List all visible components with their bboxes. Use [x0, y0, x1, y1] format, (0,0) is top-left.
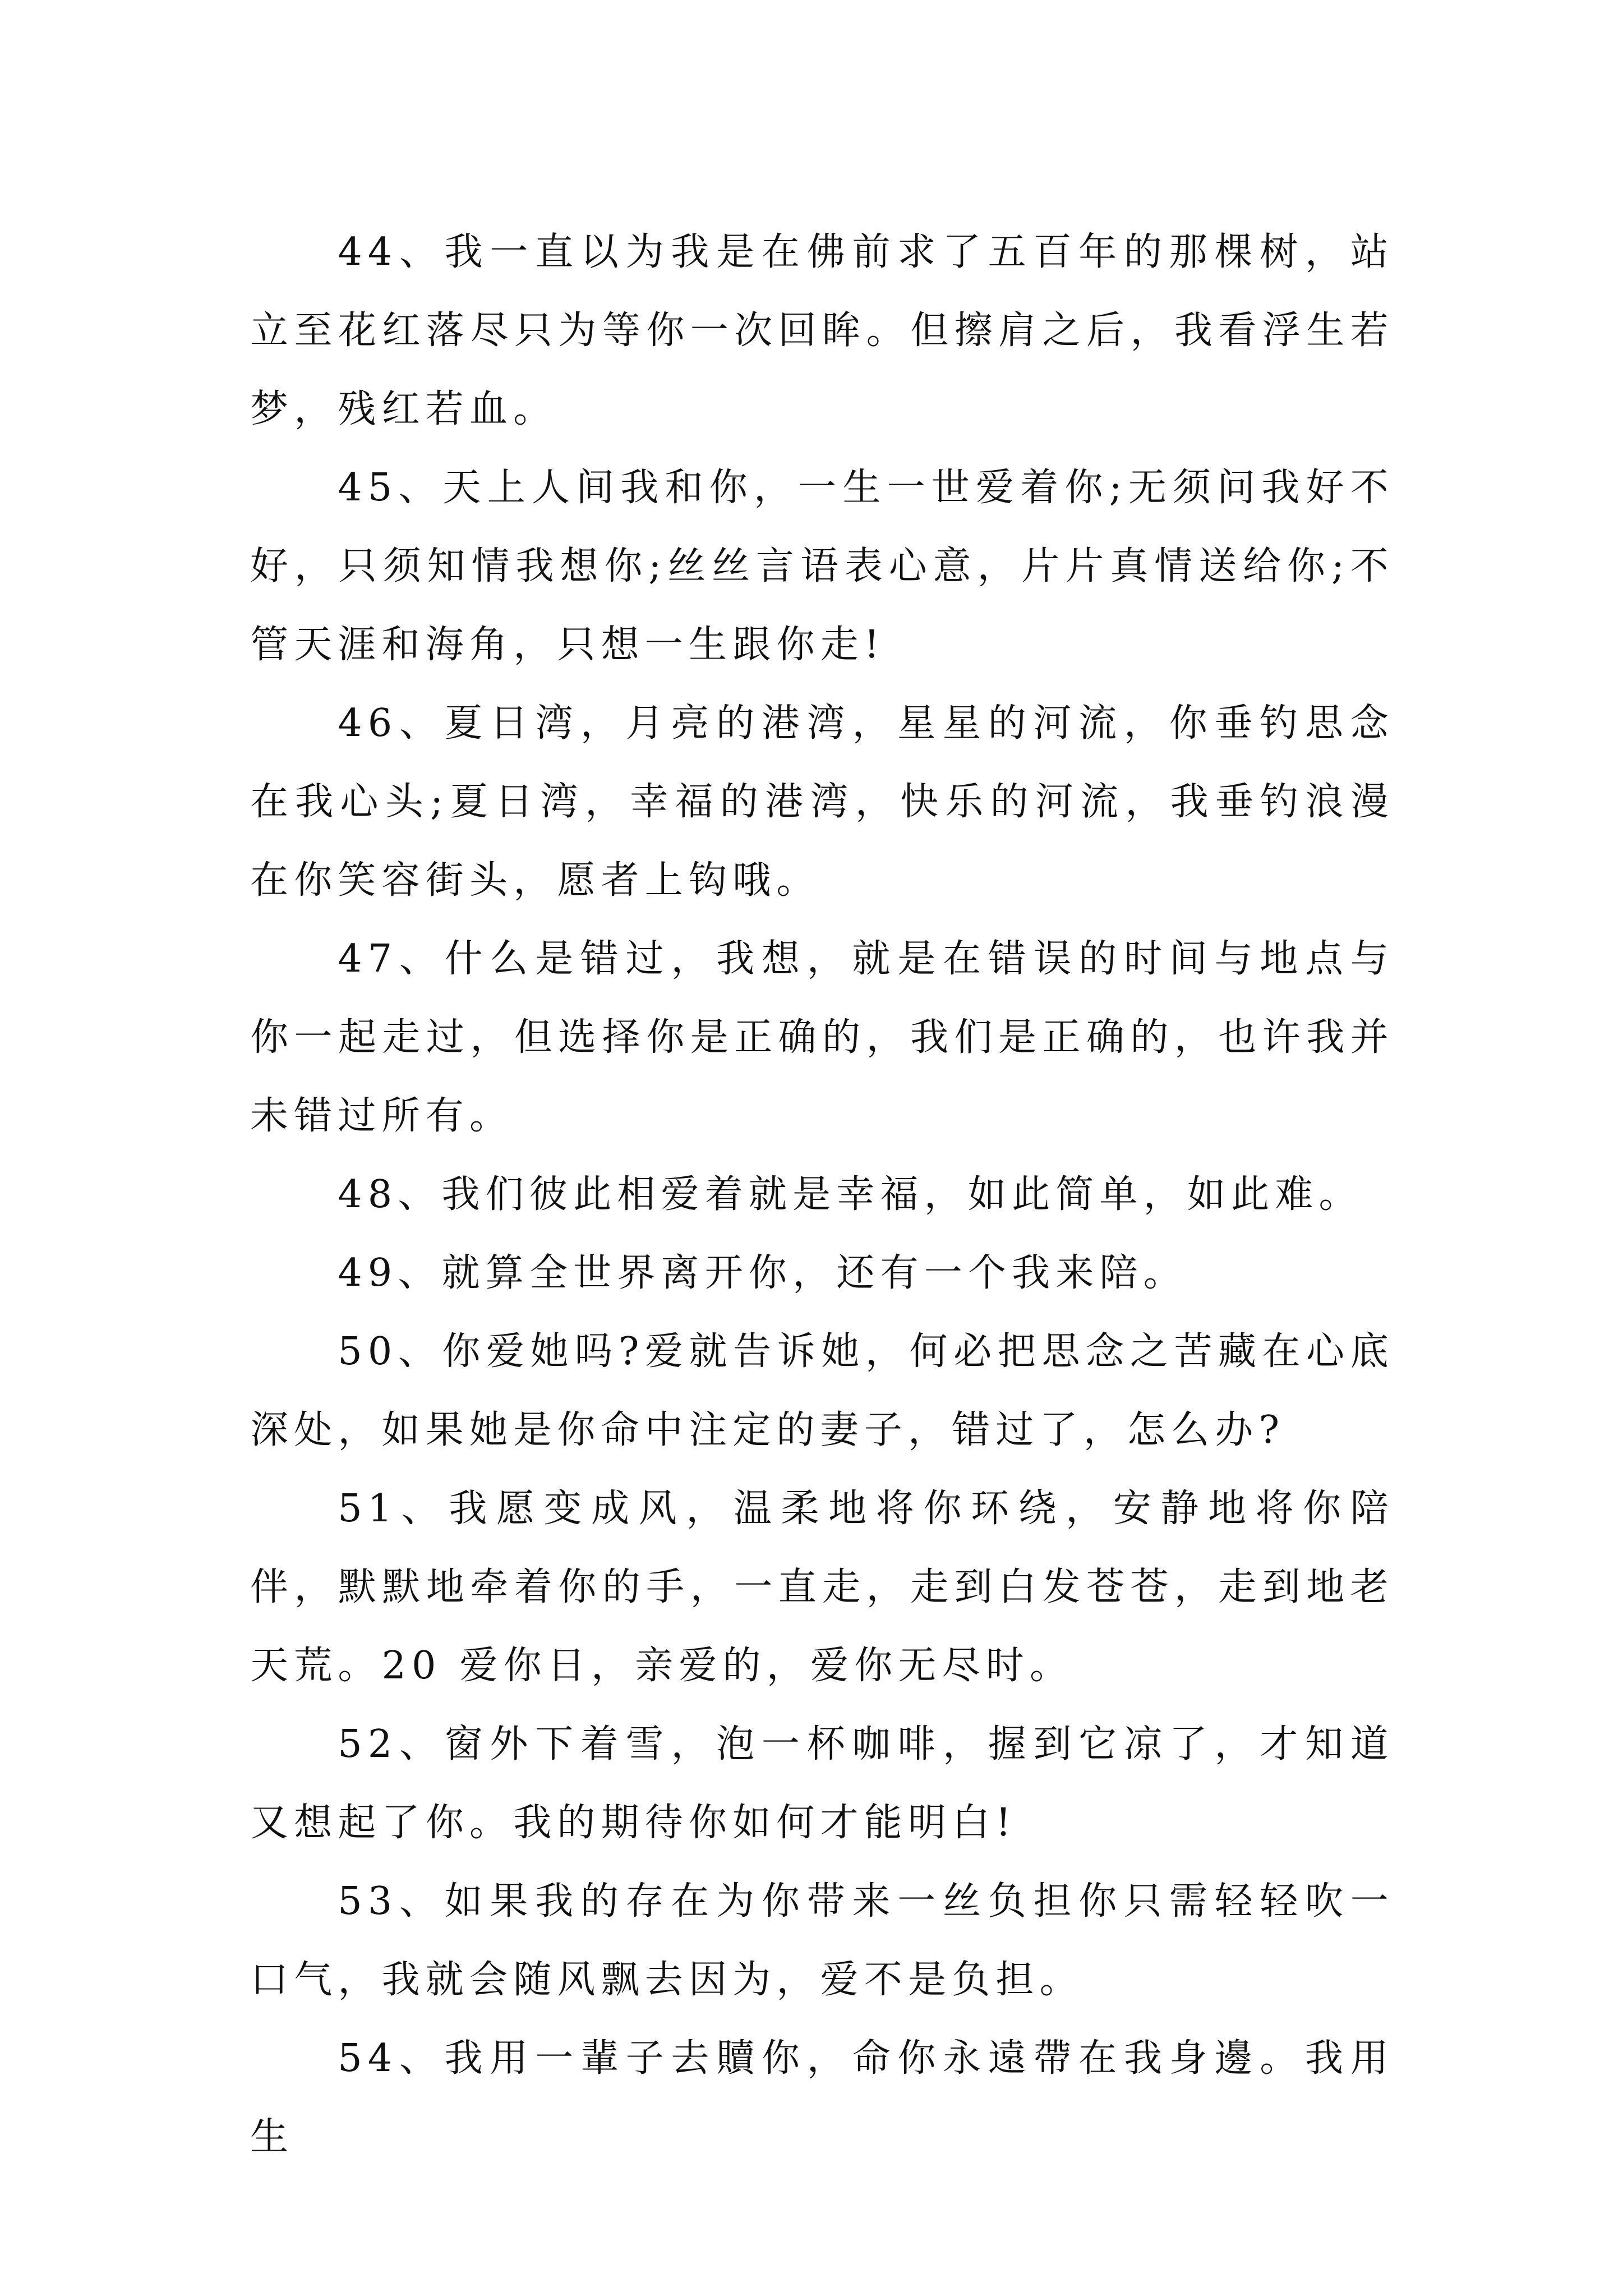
paragraph-46: 46、夏日湾，月亮的港湾，星星的河流，你垂钓思念在我心头;夏日湾，幸福的港湾，快乐的河流，我垂钓浪漫在你笑容街头，愿者上钩哦。 [250, 701, 1394, 903]
paragraph-52: 52、窗外下着雪，泡一杯咖啡，握到它凉了，才知道又想起了你。我的期待你如何才能明白! [250, 1722, 1394, 1845]
paragraph-44: 44、我一直以为我是在佛前求了五百年的那棵树，站立至花红落尽只为等你一次回眸。但擦肩之后，我看浮生若梦，残红若血。 [250, 230, 1394, 431]
paragraph-51: 51、我愿变成风，温柔地将你环绕，安静地将你陪伴，默默地牵着你的手，一直走，走到白发苍苍，走到地老天荒。20 爱你日，亲爱的，爱你无尽时。 [250, 1487, 1394, 1688]
paragraph-53: 53、如果我的存在为你带来一丝负担你只需轻轻吹一口气，我就会随风飘去因为，爱不是负担。 [250, 1879, 1394, 2002]
paragraph-47: 47、什么是错过，我想，就是在错误的时间与地点与你一起走过，但选择你是正确的，我们是正确的，也许我并未错过所有。 [250, 937, 1394, 1138]
paragraph-45: 45、天上人间我和你，一生一世爱着你;无须问我好不好，只须知情我想你;丝丝言语表心意，片片真情送给你;不管天涯和海角，只想一生跟你走! [250, 466, 1394, 667]
paragraph-54: 54、我用一輩子去贖你，命你永遠帶在我身邊。我用生 [250, 2036, 1394, 2159]
paragraph-48: 48、我们彼此相爱着就是幸福，如此简单，如此难。 [338, 1172, 1363, 1217]
paragraph-49: 49、就算全世界离开你，还有一个我来陪。 [338, 1251, 1187, 1295]
paragraph-50: 50、你爱她吗?爱就告诉她，何必把思念之苦藏在心底深处，如果她是你命中注定的妻子，错过了，怎么办? [250, 1329, 1394, 1452]
document-body [250, 213, 1394, 2177]
